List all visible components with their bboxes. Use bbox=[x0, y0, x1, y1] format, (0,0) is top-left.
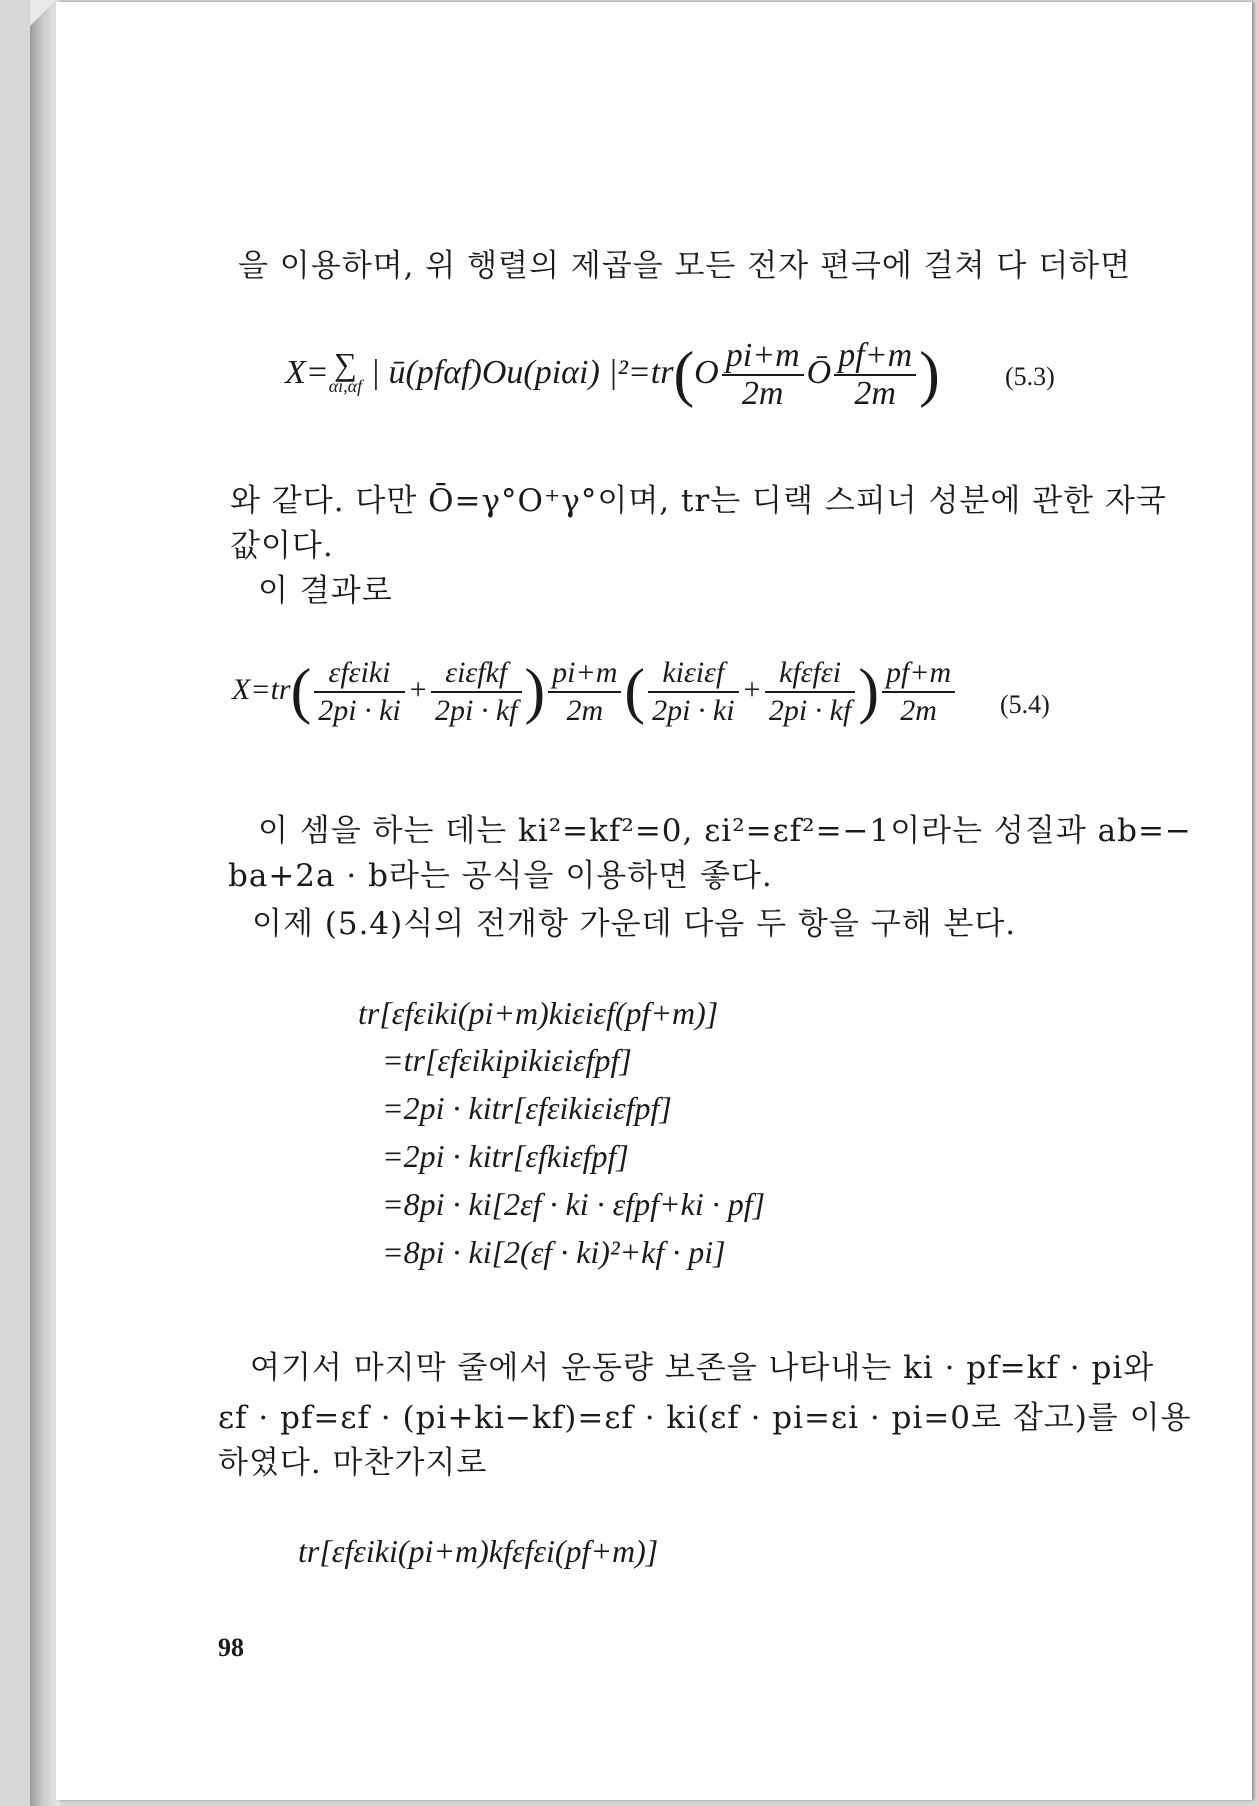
paragraph-4-line-2: ba+2a · b라는 공식을 이용하면 좋다. bbox=[228, 858, 773, 894]
paragraph-2-line-1: 와 같다. 다만 Ō=γ°O⁺γ°이며, tr는 디랙 스피너 성분에 관한 자국 bbox=[230, 483, 1167, 519]
page-number: 98 bbox=[218, 1633, 244, 1662]
eq54-frac-5: $\frac{\text{kfɛfɛi}}{2pi \cdot kf}$ bbox=[765, 655, 856, 729]
paragraph-6-line-1: 여기서 마지막 줄에서 운동량 보존을 나타내는 ki · pf=kf · pi와 bbox=[250, 1350, 1155, 1386]
eq54-frac-4: $\frac{\text{kiɛiɛf}}{2pi \cdot ki}$ bbox=[648, 655, 739, 729]
derivation-line-1: tr[ɛfɛiki(pi+m)kiɛiɛf(pf+m)] bbox=[358, 995, 719, 1031]
eq53-Obar: Ō bbox=[806, 353, 832, 391]
paragraph-3: 이 결과로 bbox=[258, 573, 393, 609]
paragraph-1: 을 이용하며, 위 행렬의 제곱을 모든 전자 편극에 걸쳐 다 더하면 bbox=[238, 248, 1132, 284]
equation-5-4: X=tr( $\frac{\text{ɛfɛiki}}{2pi \cdot ki}$ + $\frac{\text{ɛiɛfkf}}{2pi \cdot kf}$ ) $\frac{pi+m}{2m}$ ( $\frac{\text{kiɛiɛf}}{2pi \cdot ki}$ + $\frac{\text{kfɛfɛi}}{2pi \cdot kf}$ ) $\frac{pf+m}{2m}$ bbox=[232, 655, 958, 729]
sum-subscript: αi,αf bbox=[328, 376, 363, 396]
derivation-line-3: =2pi · kitr[ɛfɛikiɛiɛfpf] bbox=[382, 1090, 672, 1126]
eq54-lhs: X=tr bbox=[232, 672, 291, 706]
eq53-frac-2: $\frac{pf+m}{2m}$ bbox=[834, 338, 916, 412]
final-equation: tr[ɛfɛiki(pi+m)kfɛfɛi(pf+m)] bbox=[298, 1533, 659, 1569]
equation-5-3: X= ∑ αi,αf | ū(pfαf)Ou(piαi) |²=tr(O $\frac{pi+m}{2m}$ Ō $\frac{pf+m}{2m}$ ) bbox=[285, 337, 940, 412]
paragraph-2-line-2: 값이다. bbox=[230, 528, 334, 564]
derivation-line-5: =8pi · ki[2εf · ki · εfpf+ki · pf] bbox=[382, 1186, 766, 1222]
paragraph-4-line-1: 이 셈을 하는 데는 ki²=kf²=0, εi²=εf²=−1이라는 성질과 ab=− bbox=[258, 813, 1192, 849]
equation-label-5-3: (5.3) bbox=[1005, 362, 1055, 391]
eq53-O: O bbox=[694, 353, 719, 391]
paragraph-5: 이제 (5.4)식의 전개항 가운데 다음 두 항을 구해 본다. bbox=[252, 906, 1017, 942]
derivation-line-6: =8pi · ki[2(εf · ki)²+kf · pi] bbox=[382, 1234, 726, 1270]
page-corner bbox=[30, 0, 56, 26]
eq54-frac-6: $\frac{pf+m}{2m}$ bbox=[882, 655, 955, 729]
equation-label-5-4: (5.4) bbox=[1000, 690, 1050, 719]
eq54-frac-1: $\frac{\text{ɛfɛiki}}{2pi \cdot ki}$ bbox=[314, 655, 405, 729]
derivation-line-4: =2pi · kitr[ɛfkiɛfpf] bbox=[382, 1138, 629, 1174]
paragraph-6-line-3: 하였다. 마찬가지로 bbox=[218, 1445, 488, 1481]
eq53-frac-1: $\frac{pi+m}{2m}$ bbox=[722, 338, 804, 412]
eq54-frac-3: $\frac{pi+m}{2m}$ bbox=[548, 655, 621, 729]
paragraph-6-line-2: εf · pf=εf · (pi+ki−kf)=εf · ki(εf · pi=εi · pi=0로 잡고)를 이용 bbox=[218, 1400, 1192, 1436]
sum-symbol: ∑ αi,αf bbox=[328, 346, 363, 396]
derivation-line-2: =tr[ɛfɛikipikiɛiɛfpf] bbox=[382, 1042, 632, 1078]
eq54-frac-2: $\frac{\text{ɛiɛfkf}}{2pi \cdot kf}$ bbox=[431, 655, 522, 729]
eq53-lhs: X= bbox=[285, 353, 329, 391]
eq53-body: | ū(pfαf)Ou(piαi) |²=tr bbox=[370, 353, 674, 391]
